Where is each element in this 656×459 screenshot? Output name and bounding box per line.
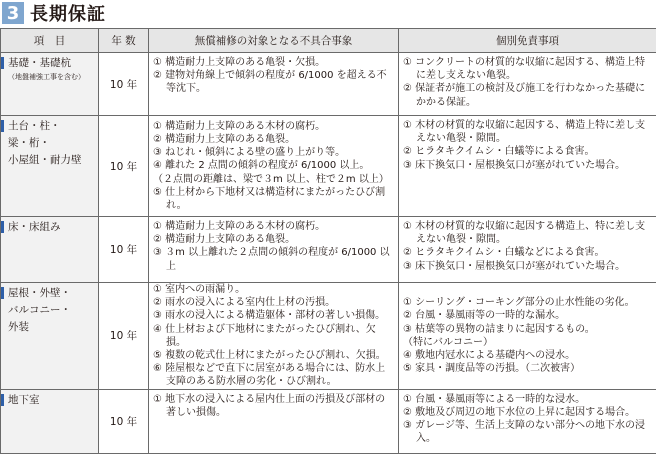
row-years: 10 年 <box>99 217 149 283</box>
defect-item: ② 建物対角線上で傾斜の程度が 6/1000 を超える不等沈下。 <box>153 70 387 95</box>
row-item-label: 土台・柱・ <box>8 120 61 132</box>
table-row <box>1 116 656 217</box>
row-item-cell <box>1 116 99 217</box>
row-defects-cell <box>149 116 399 217</box>
defect-item: ② 構造耐力上支障のある亀裂。 <box>153 133 296 145</box>
row-item-label: 外装 <box>8 321 29 333</box>
row-marker <box>1 221 4 233</box>
exemption-item: ③ 床下換気口・屋根換気口が塞がれていた場合。 <box>403 260 626 272</box>
row-marker <box>1 394 4 406</box>
defect-item: ③ ３m 以上離れた２点間の傾斜の程度が 6/1000 以上 <box>153 247 390 272</box>
exemption-item: ④ 敷地内冠水による基礎内への浸水。 <box>403 350 576 362</box>
defect-item: ④ 離れた 2 点間の傾斜の程度が 6/1000 以上。 <box>153 160 370 172</box>
section-title: 長期保証 <box>30 4 106 25</box>
section-heading <box>0 0 106 26</box>
row-years: 10 年 <box>99 389 149 453</box>
row-marker <box>1 287 4 299</box>
defect-item: ⑥ 陸屋根などで直下に居室がある場合には、防水上支障のある防水層の劣化・ひび割れ。 <box>153 363 386 388</box>
exemption-item: ① シーリング・コーキング部分の止水性能の劣化。 <box>403 297 635 309</box>
row-exemptions-cell <box>399 116 656 217</box>
exemption-item: ② ヒラタキクイムシ・白蟻などによる食害。 <box>403 247 605 259</box>
exemption-item: ③ ガレージ等、生活上支障のない部分への地下水の浸入。 <box>403 420 645 445</box>
table-row <box>1 53 656 116</box>
row-defects-cell <box>149 53 399 116</box>
table-row <box>1 389 656 453</box>
defect-item: ① 室内への雨漏り。 <box>153 284 246 295</box>
exemption-item: （特にバルコニー） <box>403 336 493 348</box>
defect-item: ④ 仕上材および下地材にまたがったひび割れ、欠損。 <box>153 323 376 348</box>
table-row <box>1 217 656 283</box>
exemption-item: ② 敷地及び周辺の地下水位の上昇に起因する場合。 <box>403 406 636 418</box>
header-years: 年 数 <box>99 29 149 53</box>
row-item-label: 屋根・外壁・ <box>8 287 71 299</box>
exemption-item: ② ヒラタキクイムシ・白蟻等による食害。 <box>403 146 595 158</box>
row-years: 10 年 <box>99 116 149 217</box>
defect-item: ① 構造耐力上支障のある木材の腐朽。 <box>153 120 326 132</box>
row-exemptions-cell <box>399 217 656 283</box>
exemption-item: ⑤ 家具・調度品等の汚損。（二次被害） <box>403 363 581 375</box>
exemption-item: ① 台風・暴風雨等による一時的な浸水。 <box>403 393 586 405</box>
row-item-cell <box>1 53 99 116</box>
row-exemptions-cell <box>399 389 656 453</box>
table-header-row <box>1 29 656 53</box>
row-defects-cell <box>149 283 399 390</box>
exemption-item: ② 台風・暴風雨等の一時的な漏水。 <box>403 310 566 322</box>
row-marker <box>1 57 4 69</box>
section-number-badge: 3 <box>2 2 24 24</box>
row-item-label: バルコニー・ <box>8 304 71 316</box>
defect-item: ③ 雨水の浸入による構造躯体・部材の著しい損傷。 <box>153 310 386 322</box>
row-exemptions-cell <box>399 283 656 390</box>
row-exemptions-cell <box>399 53 656 116</box>
header-exemptions: 個別免責事項 <box>399 29 656 53</box>
row-years: 10 年 <box>99 283 149 390</box>
row-defects-cell <box>149 217 399 283</box>
row-item-sublabel: （地盤補強工事を含む） <box>8 73 85 81</box>
exemption-item: ③ 枯葉等の異物の詰まりに起因するもの。 <box>403 323 595 335</box>
defect-item: ⑤ 仕上材から下地材又は構造材にまたがったひび割れ。 <box>153 186 386 211</box>
defect-item: ⑤ 複数の乾式仕上材にまたがったひび割れ、欠損。 <box>153 350 386 362</box>
row-item-label: 基礎・基礎杭 <box>8 57 71 69</box>
exemption-item: ① 木材の材質的な収縮に起因する、構造上特に差し支えない亀裂・隙間。 <box>403 120 646 145</box>
warranty-table <box>0 28 656 454</box>
header-defects: 無償補修の対象となる不具合事象 <box>149 29 399 53</box>
defect-item: ① 構造耐力上支障のある木材の腐朽。 <box>153 221 326 232</box>
defect-item: ② 構造耐力上支障のある亀裂。 <box>153 234 296 246</box>
exemption-item: ② 保証者が施工の検討及び施工を行わなかった基礎にかかる保証。 <box>403 83 646 108</box>
row-item-cell <box>1 389 99 453</box>
row-item-cell <box>1 283 99 390</box>
defect-item: （２点間の距離は、梁で３m 以上、柱で２m 以上） <box>153 173 389 185</box>
row-item-cell <box>1 217 99 283</box>
row-years: 10 年 <box>99 53 149 116</box>
defect-item: ③ ねじれ・傾斜による壁の盛り上がり等。 <box>153 147 346 159</box>
exemption-item: ③ 床下換気口・屋根換気口が塞がれていた場合。 <box>403 159 626 171</box>
exemption-item: ① 木材の材質的な収縮に起因する構造上、特に差し支えない亀裂・隙間。 <box>403 221 646 246</box>
row-marker <box>1 120 4 132</box>
table-row <box>1 283 656 390</box>
header-item: 項 目 <box>1 29 99 53</box>
row-item-label: 小屋組・耐力壁 <box>8 154 82 166</box>
defect-item: ② 雨水の浸入による室内仕上材の汚損。 <box>153 297 336 309</box>
defect-item: ① 地下水の浸入による屋内仕上面の汚損及び部材の著しい損傷。 <box>153 393 386 418</box>
exemption-item: ① コンクリートの材質的な収縮に起因する、構造上特に差し支えない亀裂。 <box>403 57 645 82</box>
row-item-label: 梁・桁・ <box>8 137 50 149</box>
defect-item: ① 構造耐力上支障のある亀裂・欠損。 <box>153 57 326 68</box>
row-item-label: 床・床組み <box>8 221 61 233</box>
row-item-label: 地下室 <box>8 393 40 406</box>
row-defects-cell <box>149 389 399 453</box>
